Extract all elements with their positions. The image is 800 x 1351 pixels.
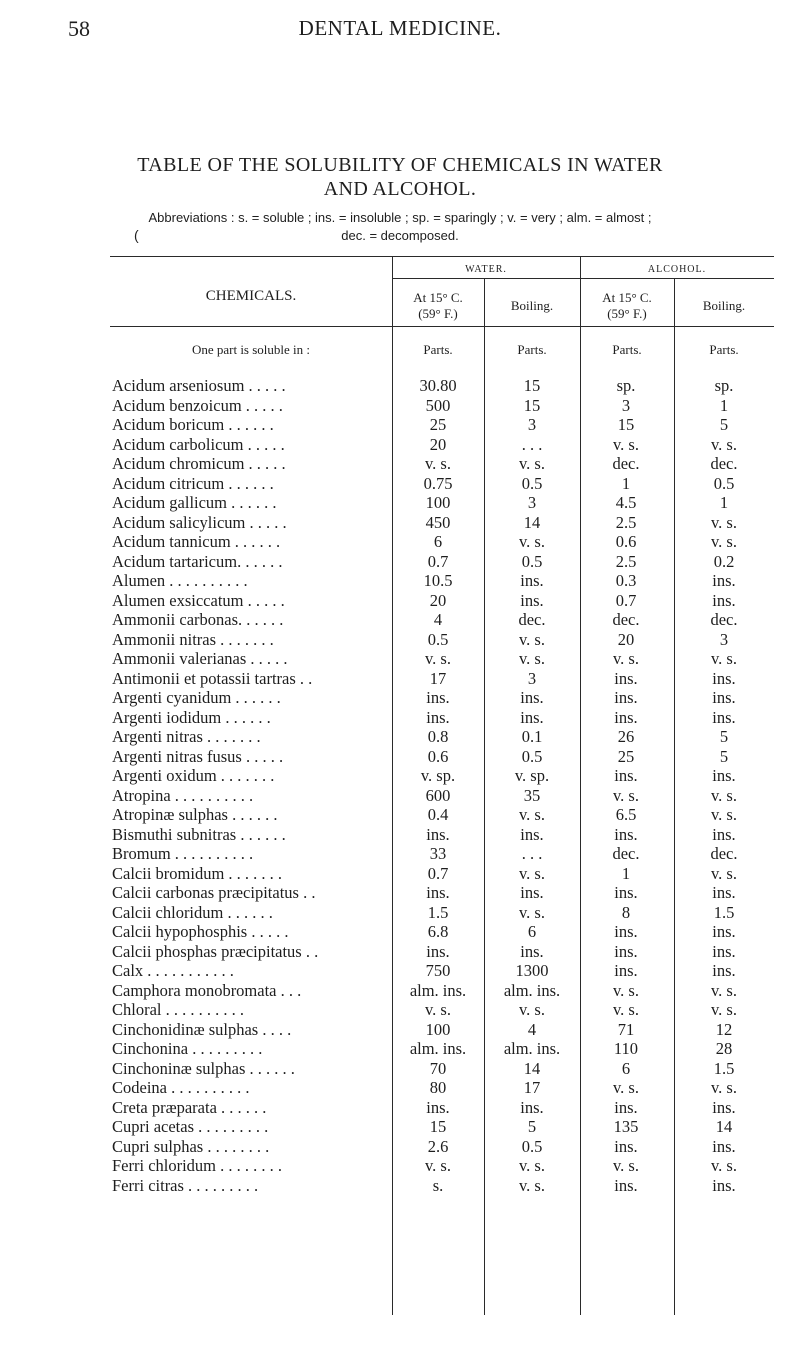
- table-row: [0, 552, 800, 572]
- table-row: [0, 1059, 800, 1079]
- table-top-rule: [110, 256, 774, 257]
- chemical-name: Calx . . . . . . . . . . .: [112, 961, 234, 980]
- header-water-at15-line2: (59° F.): [418, 306, 458, 321]
- chemical-name: Argenti iodidum . . . . . .: [112, 707, 271, 727]
- water-15c-value: 0.8: [427, 727, 449, 746]
- alcohol-15c-value: 71: [617, 1019, 635, 1039]
- alcohol-boiling-value: ins.: [712, 590, 736, 610]
- water-15c-value: s.: [432, 1175, 444, 1195]
- water-15c-value: v. s.: [425, 649, 451, 668]
- water-boiling-value: . . .: [521, 434, 543, 454]
- alcohol-boiling-value: ins.: [712, 883, 736, 902]
- chemical-name: Acidum tannicum . . . . . .: [112, 532, 281, 551]
- alcohol-boiling-value: dec.: [710, 610, 738, 629]
- water-boiling-value: v. s.: [519, 629, 545, 649]
- alcohol-15c-value: 8: [621, 902, 631, 922]
- table-row: [0, 415, 800, 435]
- table-row: [0, 474, 800, 494]
- table-row: [0, 1176, 800, 1196]
- water-15c-value: alm. ins.: [409, 1039, 467, 1058]
- alcohol-15c-value: v. s.: [613, 785, 639, 805]
- alcohol-boiling-value: 0.5: [713, 473, 735, 493]
- water-15c-value: 100: [425, 493, 451, 512]
- alcohol-15c-value: 0.3: [615, 571, 637, 590]
- water-15c-value: 0.5: [427, 629, 449, 649]
- header-alcohol-at15-line1: At 15° C.: [602, 290, 652, 305]
- parts-label-water-boiling: Parts.: [517, 342, 547, 357]
- table-row: [0, 630, 800, 650]
- water-15c-value: 15: [429, 1117, 447, 1136]
- water-boiling-value: dec.: [518, 610, 546, 629]
- water-boiling-value: v. s.: [519, 805, 545, 824]
- water-15c-value: ins.: [426, 1097, 450, 1117]
- chemical-name: Argenti nitras . . . . . . .: [112, 727, 261, 746]
- alcohol-boiling-value: 0.2: [713, 551, 735, 571]
- water-15c-value: 600: [425, 785, 451, 805]
- water-boiling-value: v. s.: [519, 532, 545, 551]
- alcohol-boiling-value: 28: [715, 1039, 733, 1058]
- alcohol-15c-value: v. s.: [613, 649, 639, 668]
- alcohol-15c-value: v. s.: [613, 1078, 639, 1097]
- running-head: [0, 16, 800, 42]
- chemical-name: Argenti oxidum . . . . . . .: [112, 766, 275, 785]
- table-row: [0, 727, 800, 747]
- alcohol-boiling-value: ins.: [712, 941, 736, 961]
- header-alcohol-boiling: Boiling.: [702, 298, 746, 313]
- water-boiling-value: 0.5: [521, 473, 543, 493]
- table-row: [0, 981, 800, 1001]
- water-boiling-value: 5: [527, 1117, 537, 1136]
- water-boiling-value: 3: [527, 668, 537, 688]
- water-boiling-value: 17: [523, 1078, 541, 1097]
- alcohol-boiling-value: 5: [719, 727, 729, 746]
- solubility-table-body: [0, 376, 800, 1195]
- alcohol-15c-value: 20: [617, 629, 635, 649]
- parts-label-alcohol-boiling: Parts.: [709, 342, 739, 357]
- alcohol-15c-value: 135: [613, 1117, 639, 1136]
- chemical-name: Creta præparata . . . . . .: [112, 1097, 267, 1117]
- table-row: [0, 1137, 800, 1157]
- alcohol-15c-value: ins.: [614, 922, 638, 941]
- water-boiling-value: 0.5: [521, 551, 543, 571]
- chemical-name: Ferri chloridum . . . . . . . .: [112, 1156, 283, 1175]
- alcohol-15c-value: sp.: [616, 376, 636, 395]
- chemical-name: Calcii bromidum . . . . . . .: [112, 863, 283, 883]
- water-15c-value: 17: [429, 668, 447, 688]
- chemical-name: Acidum benzoicum . . . . .: [112, 395, 283, 415]
- water-boiling-value: 0.1: [521, 727, 543, 746]
- alcohol-boiling-value: v. s.: [711, 1078, 737, 1097]
- alcohol-boiling-value: v. s.: [711, 785, 737, 805]
- alcohol-15c-value: 4.5: [615, 493, 637, 512]
- alcohol-15c-value: 26: [617, 727, 635, 746]
- header-chemicals: CHEMICALS.: [205, 288, 297, 304]
- table-row: [0, 396, 800, 416]
- water-boiling-value: 15: [523, 395, 541, 415]
- water-15c-value: 0.6: [427, 746, 449, 766]
- water-15c-value: 100: [425, 1019, 451, 1039]
- chemical-name: Bromum . . . . . . . . . .: [112, 844, 254, 863]
- water-boiling-value: ins.: [520, 883, 544, 902]
- abbreviations-bracket: (: [134, 227, 139, 243]
- running-title: DENTAL MEDICINE.: [298, 16, 502, 40]
- alcohol-boiling-value: v. s.: [711, 1000, 737, 1019]
- water-15c-value: 33: [429, 844, 447, 863]
- water-15c-value: ins.: [426, 707, 450, 727]
- alcohol-15c-value: 25: [617, 746, 635, 766]
- alcohol-boiling-value: dec.: [710, 454, 738, 473]
- parts-label-alcohol-at15: Parts.: [612, 342, 642, 357]
- water-boiling-value: 3: [527, 493, 537, 512]
- chemical-name: Acidum tartaricum. . . . . .: [112, 551, 283, 571]
- alcohol-boiling-value: 12: [715, 1019, 733, 1039]
- table-row: [0, 786, 800, 806]
- water-15c-value: 4: [433, 610, 443, 629]
- alcohol-15c-value: ins.: [614, 961, 638, 980]
- chemical-name: Cinchoninæ sulphas . . . . . .: [112, 1058, 295, 1078]
- alcohol-15c-value: 0.6: [615, 532, 637, 551]
- alcohol-boiling-value: ins.: [712, 824, 736, 844]
- table-title-line2: AND ALCOHOL.: [323, 178, 477, 200]
- table-row: [0, 805, 800, 825]
- chemical-name: Cinchonidinæ sulphas . . . .: [112, 1019, 292, 1039]
- water-15c-value: 1.5: [427, 902, 449, 922]
- alcohol-15c-value: dec.: [612, 844, 640, 863]
- chemical-name: Chloral . . . . . . . . . .: [112, 1000, 244, 1019]
- chemical-name: Codeina . . . . . . . . . .: [112, 1078, 250, 1097]
- water-15c-value: 20: [429, 590, 447, 610]
- alcohol-15c-value: ins.: [614, 941, 638, 961]
- header-alcohol-at15: [580, 290, 674, 322]
- group-header-rule: [392, 278, 774, 279]
- water-15c-value: v. s.: [425, 1156, 451, 1175]
- alcohol-boiling-value: dec.: [710, 844, 738, 863]
- alcohol-boiling-value: ins.: [712, 707, 736, 727]
- table-row: [0, 883, 800, 903]
- header-alcohol-at15-line2: (59° F.): [607, 306, 647, 321]
- water-boiling-value: v. s.: [519, 454, 545, 473]
- alcohol-15c-value: 2.5: [615, 551, 637, 571]
- water-15c-value: v. s.: [425, 454, 451, 473]
- table-row: [0, 844, 800, 864]
- header-alcohol: ALCOHOL.: [647, 264, 707, 275]
- chemical-name: Cupri sulphas . . . . . . . .: [112, 1136, 270, 1156]
- water-boiling-value: 4: [527, 1019, 537, 1039]
- chemical-name: Acidum arseniosum . . . . .: [112, 376, 286, 395]
- table-row: [0, 513, 800, 533]
- water-boiling-value: ins.: [520, 590, 544, 610]
- chemical-name: Calcii hypophosphis . . . . .: [112, 922, 289, 941]
- table-row: [0, 435, 800, 455]
- table-row: [0, 825, 800, 845]
- chemical-name: Acidum salicylicum . . . . .: [112, 512, 287, 532]
- chemical-name: Calcii carbonas præcipitatus . .: [112, 883, 316, 902]
- table-row: [0, 376, 800, 396]
- table-row: [0, 1117, 800, 1137]
- chemical-name: Ferri citras . . . . . . . . .: [112, 1175, 259, 1195]
- alcohol-boiling-value: 5: [719, 746, 729, 766]
- chemical-name: Argenti cyanidum . . . . . .: [112, 688, 281, 707]
- table-row: [0, 766, 800, 786]
- alcohol-15c-value: ins.: [614, 824, 638, 844]
- water-15c-value: 25: [429, 415, 447, 434]
- chemical-name: Camphora monobromata . . .: [112, 980, 302, 1000]
- chemical-name: Ammonii carbonas. . . . . .: [112, 610, 284, 629]
- alcohol-boiling-value: 5: [719, 415, 729, 434]
- water-15c-value: ins.: [426, 941, 450, 961]
- water-boiling-value: v. s.: [519, 649, 545, 668]
- water-15c-value: 0.7: [427, 863, 449, 883]
- abbreviations-line1: Abbreviations : s. = soluble ; ins. = insoluble ; sp. = sparingly ; v. = very ; alm. = almost ;: [148, 210, 652, 225]
- table-row: [0, 454, 800, 474]
- chemical-name: Ammonii valerianas . . . . .: [112, 649, 288, 668]
- alcohol-boiling-value: ins.: [712, 688, 736, 707]
- alcohol-15c-value: ins.: [614, 883, 638, 902]
- water-15c-value: 6: [433, 532, 443, 551]
- alcohol-15c-value: ins.: [614, 1175, 638, 1195]
- table-row: [0, 708, 800, 728]
- alcohol-boiling-value: ins.: [712, 668, 736, 688]
- water-15c-value: 6.8: [427, 922, 449, 941]
- table-row: [0, 532, 800, 552]
- chemical-name: Calcii phosphas præcipitatus . .: [112, 941, 319, 961]
- water-boiling-value: 15: [523, 376, 541, 395]
- chemical-name: Ammonii nitras . . . . . . .: [112, 629, 274, 649]
- water-boiling-value: 14: [523, 1058, 541, 1078]
- alcohol-boiling-value: ins.: [712, 571, 736, 590]
- water-boiling-value: alm. ins.: [503, 980, 561, 1000]
- chemical-name: Acidum gallicum . . . . . .: [112, 493, 277, 512]
- water-boiling-value: ins.: [520, 941, 544, 961]
- chemical-name: Argenti nitras fusus . . . . .: [112, 746, 284, 766]
- header-water: WATER.: [465, 264, 507, 275]
- chemical-name: Cupri acetas . . . . . . . . .: [112, 1117, 269, 1136]
- water-boiling-value: 0.5: [521, 1136, 543, 1156]
- alcohol-15c-value: 6.5: [615, 805, 637, 824]
- alcohol-boiling-value: ins.: [712, 1097, 736, 1117]
- water-boiling-value: v. s.: [519, 902, 545, 922]
- header-water-at15-line1: At 15° C.: [413, 290, 463, 305]
- alcohol-boiling-value: v. s.: [711, 863, 737, 883]
- alcohol-boiling-value: sp.: [714, 376, 734, 395]
- alcohol-15c-value: v. s.: [613, 980, 639, 1000]
- water-boiling-value: ins.: [520, 1097, 544, 1117]
- chemical-name: Atropinæ sulphas . . . . . .: [112, 805, 278, 824]
- table-row: [0, 864, 800, 884]
- water-boiling-value: . . .: [521, 844, 543, 863]
- water-15c-value: ins.: [426, 824, 450, 844]
- alcohol-15c-value: 110: [613, 1039, 639, 1058]
- alcohol-boiling-value: 3: [719, 629, 729, 649]
- alcohol-boiling-value: v. s.: [711, 649, 737, 668]
- alcohol-boiling-value: ins.: [712, 766, 736, 785]
- table-row: [0, 1020, 800, 1040]
- soluble-in-label: One part is soluble in :: [191, 342, 311, 357]
- water-15c-value: 10.5: [423, 571, 453, 590]
- water-boiling-value: ins.: [520, 707, 544, 727]
- water-15c-value: ins.: [426, 688, 450, 707]
- water-boiling-value: v. s.: [519, 1156, 545, 1175]
- chemical-name: Acidum citricum . . . . . .: [112, 473, 274, 493]
- chemical-name: Acidum chromicum . . . . .: [112, 454, 286, 473]
- alcohol-15c-value: 15: [617, 415, 635, 434]
- water-15c-value: 0.4: [427, 805, 449, 824]
- alcohol-15c-value: v. s.: [613, 434, 639, 454]
- water-boiling-value: ins.: [520, 688, 544, 707]
- chemical-name: Calcii chloridum . . . . . .: [112, 902, 273, 922]
- table-row: [0, 1098, 800, 1118]
- table-row: [0, 1078, 800, 1098]
- alcohol-15c-value: 3: [621, 395, 631, 415]
- alcohol-boiling-value: ins.: [712, 1175, 736, 1195]
- alcohol-boiling-value: ins.: [712, 961, 736, 980]
- chemical-name: Bismuthi subnitras . . . . . .: [112, 824, 286, 844]
- alcohol-15c-value: ins.: [614, 1136, 638, 1156]
- table-row: [0, 1156, 800, 1176]
- alcohol-15c-value: dec.: [612, 454, 640, 473]
- water-15c-value: v. sp.: [420, 766, 456, 785]
- alcohol-15c-value: 6: [621, 1058, 631, 1078]
- abbreviations-note: [0, 209, 800, 245]
- water-15c-value: ins.: [426, 883, 450, 902]
- alcohol-boiling-value: 14: [715, 1117, 733, 1136]
- chemical-name: Alumen . . . . . . . . . .: [112, 571, 248, 590]
- alcohol-15c-value: ins.: [614, 707, 638, 727]
- water-boiling-value: v. s.: [519, 1175, 545, 1195]
- water-15c-value: 450: [425, 512, 451, 532]
- alcohol-boiling-value: v. s.: [711, 805, 737, 824]
- table-title-line1: TABLE OF THE SOLUBILITY OF CHEMICALS IN WATER: [137, 154, 663, 176]
- water-boiling-value: alm. ins.: [503, 1039, 561, 1058]
- table-row: [0, 922, 800, 942]
- water-15c-value: 30.80: [419, 376, 457, 395]
- water-boiling-value: 14: [523, 512, 541, 532]
- table-row: [0, 591, 800, 611]
- alcohol-boiling-value: 1.5: [713, 902, 735, 922]
- alcohol-boiling-value: ins.: [712, 922, 736, 941]
- alcohol-boiling-value: v. s.: [711, 1156, 737, 1175]
- table-row: [0, 942, 800, 962]
- chemical-name: Alumen exsiccatum . . . . .: [112, 590, 285, 610]
- water-boiling-value: v. s.: [519, 863, 545, 883]
- table-row: [0, 493, 800, 513]
- water-15c-value: 70: [429, 1058, 447, 1078]
- table-row: [0, 571, 800, 591]
- alcohol-15c-value: 1: [621, 863, 631, 883]
- water-15c-value: 0.7: [427, 551, 449, 571]
- alcohol-15c-value: 0.7: [615, 590, 637, 610]
- water-boiling-value: ins.: [520, 824, 544, 844]
- alcohol-boiling-value: v. s.: [711, 512, 737, 532]
- chemical-name: Acidum boricum . . . . . .: [112, 415, 274, 434]
- table-row: [0, 961, 800, 981]
- chemical-name: Atropina . . . . . . . . . .: [112, 785, 254, 805]
- alcohol-boiling-value: ins.: [712, 1136, 736, 1156]
- water-15c-value: 20: [429, 434, 447, 454]
- water-15c-value: 2.6: [427, 1136, 449, 1156]
- alcohol-boiling-value: 1: [719, 493, 729, 512]
- alcohol-15c-value: ins.: [614, 1097, 638, 1117]
- chemical-name: Antimonii et potassii tartras . .: [112, 668, 313, 688]
- table-row: [0, 610, 800, 630]
- alcohol-boiling-value: v. s.: [711, 980, 737, 1000]
- alcohol-15c-value: ins.: [614, 766, 638, 785]
- table-row: [0, 1039, 800, 1059]
- table-row: [0, 669, 800, 689]
- water-15c-value: 500: [425, 395, 451, 415]
- alcohol-15c-value: dec.: [612, 610, 640, 629]
- alcohol-15c-value: v. s.: [613, 1156, 639, 1175]
- water-boiling-value: 3: [527, 415, 537, 434]
- chemical-name: Acidum carbolicum . . . . .: [112, 434, 285, 454]
- alcohol-boiling-value: v. s.: [711, 532, 737, 551]
- units-row: [0, 342, 800, 362]
- water-boiling-value: 6: [527, 922, 537, 941]
- alcohol-15c-value: v. s.: [613, 1000, 639, 1019]
- water-boiling-value: v. s.: [519, 1000, 545, 1019]
- alcohol-15c-value: ins.: [614, 668, 638, 688]
- water-boiling-value: v. sp.: [514, 766, 550, 785]
- alcohol-boiling-value: 1.5: [713, 1058, 735, 1078]
- header-water-boiling: Boiling.: [510, 298, 554, 313]
- table-row: [0, 1000, 800, 1020]
- water-15c-value: 80: [429, 1078, 447, 1097]
- page-number: 58: [68, 16, 90, 41]
- alcohol-15c-value: 2.5: [615, 512, 637, 532]
- water-15c-value: 0.75: [423, 473, 453, 493]
- table-row: [0, 649, 800, 669]
- water-15c-value: 750: [425, 961, 451, 980]
- alcohol-boiling-value: 1: [719, 395, 729, 415]
- chemical-name: Cinchonina . . . . . . . . .: [112, 1039, 263, 1058]
- header-water-at15: [392, 290, 484, 322]
- water-boiling-value: 35: [523, 785, 541, 805]
- alcohol-boiling-value: v. s.: [711, 434, 737, 454]
- alcohol-15c-value: ins.: [614, 688, 638, 707]
- water-boiling-value: 0.5: [521, 746, 543, 766]
- parts-label-water-at15: Parts.: [423, 342, 453, 357]
- water-boiling-value: ins.: [520, 571, 544, 590]
- water-boiling-value: 1300: [515, 961, 549, 980]
- water-15c-value: alm. ins.: [409, 980, 467, 1000]
- table-title: [0, 153, 800, 201]
- water-15c-value: v. s.: [425, 1000, 451, 1019]
- table-row: [0, 688, 800, 708]
- table-row: [0, 747, 800, 767]
- alcohol-15c-value: 1: [621, 473, 631, 493]
- table-row: [0, 903, 800, 923]
- abbreviations-line2: dec. = decomposed.: [341, 228, 459, 243]
